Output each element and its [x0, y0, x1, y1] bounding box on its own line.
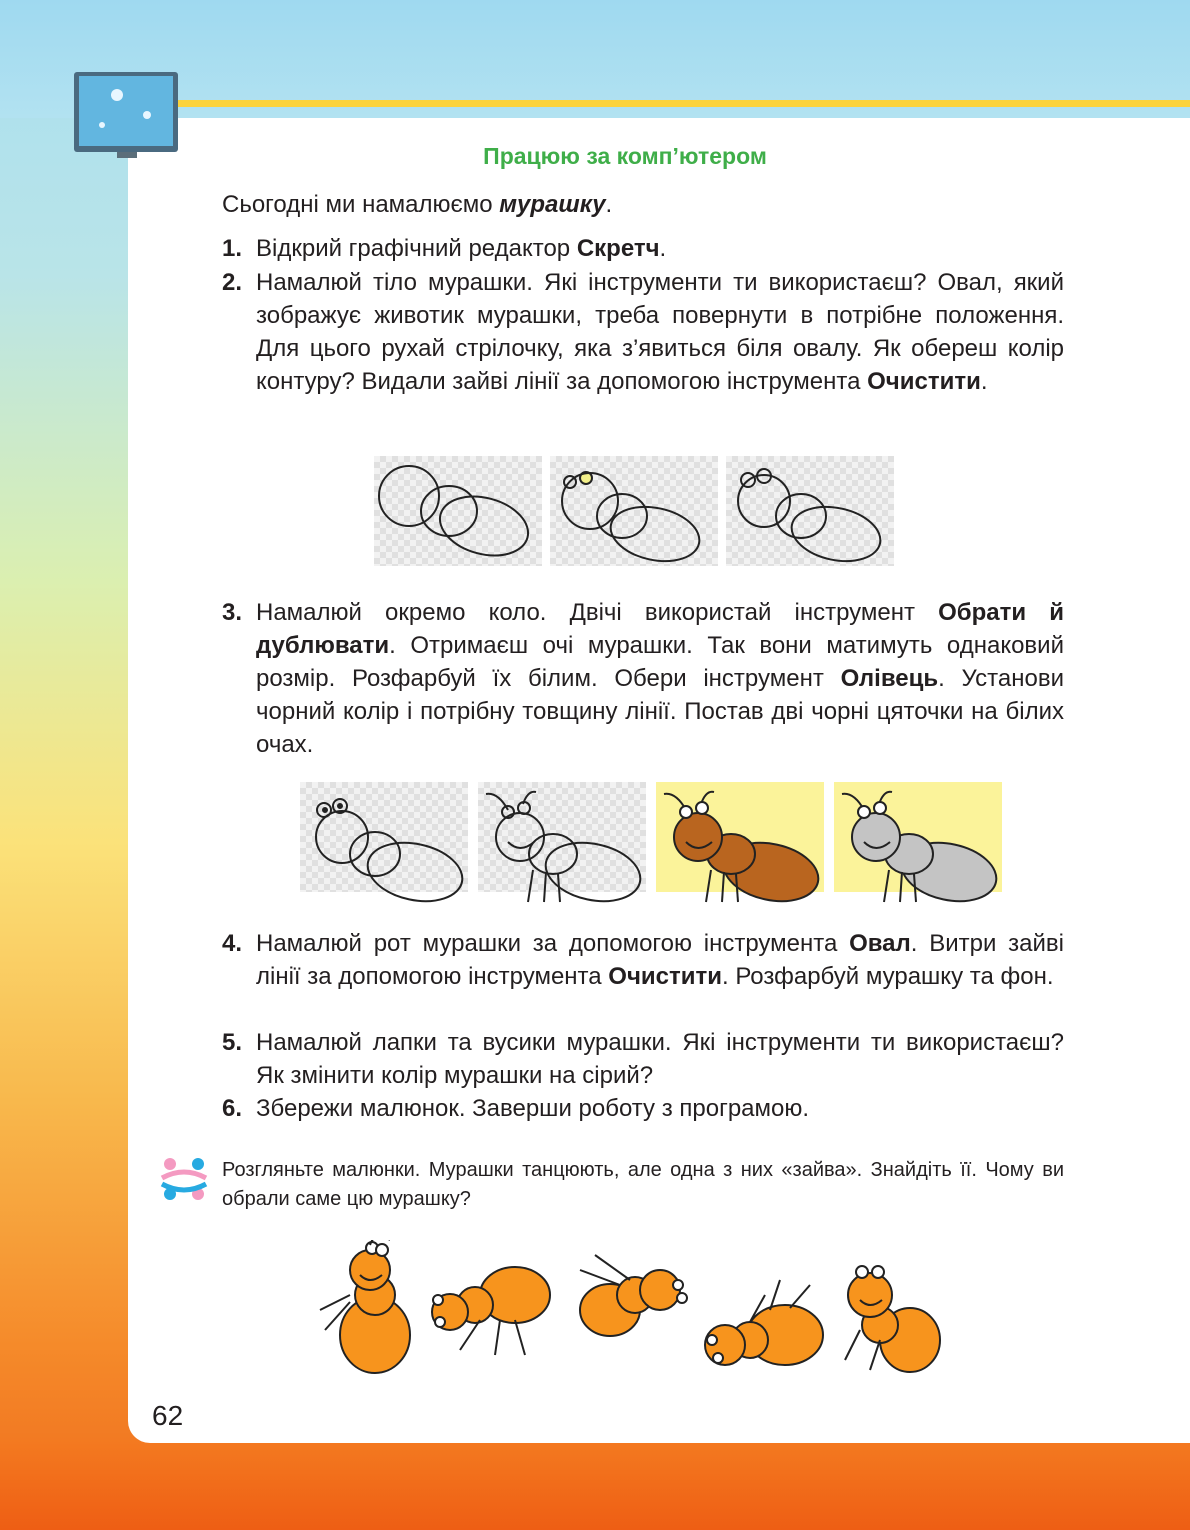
bottom-band [0, 1440, 1190, 1530]
step-1: 1. Відкрий графічний редактор Скретч. [222, 235, 667, 262]
group-question: Розгляньте малюнки. Мурашки танцюють, але одна з них «зайва». Знайдіть її. Чому ви обрали саме цю мурашку? [222, 1159, 1064, 1210]
step-5: 5. Намалюй лапки та вусики мурашки. Які інструменти ти використаєш? Як змінити колір мурашки на сірий? [222, 1029, 1064, 1089]
step-6: 6. Збережи малюнок. Заверши роботу з програмою. [222, 1095, 810, 1122]
ant-brown-colored [656, 782, 824, 892]
ant-legs-sketch [478, 782, 646, 892]
ant-gray-colored [834, 782, 1002, 892]
image-row-1 [374, 456, 894, 566]
group-work-icon [156, 1152, 212, 1208]
step-3: 3. Намалюй окремо коло. Двічі використай інструмент Обрати й дублювати. Отримаєш очі мурашки. Так вони матимуть однаковий розмір. Розфарбуй їх білим. Обери інструмент Олівець. Установи чорний колір і потрібну товщину лінії. Постав дві чорні цяточки на білих очах. [222, 599, 1064, 758]
section-title: Працюю за комп’ютером [483, 143, 767, 169]
ant-3 [580, 1255, 687, 1336]
image-row-2 [300, 782, 1002, 892]
page-number: 62 [152, 1400, 184, 1431]
ant-5 [845, 1266, 940, 1372]
ant-body-sketch-3 [726, 456, 894, 566]
step-4: 4. Намалюй рот мурашки за допомогою інструмента Овал. Витри зайві лінії за допомогою інструмента Очистити. Розфарбуй мурашку та фон. [222, 930, 1064, 990]
step-2: 2. Намалюй тіло мурашки. Які інструменти ти використаєш? Овал, який зображує животик мурашки, треба повернути в потрібне положення. Для цього рухай стрілочку, яка з’явиться біля овалу. Як обереш колір контуру? Видали зайві лінії за допомогою інструмента Очистити. [222, 269, 1064, 395]
intro-text: Сьогодні ми намалюємо мурашку. [222, 191, 613, 218]
dancing-ants [310, 1240, 950, 1380]
ant-1 [320, 1240, 410, 1373]
ant-body-sketch-1 [374, 456, 542, 566]
ant-eyes-sketch [300, 782, 468, 892]
ant-2 [432, 1267, 550, 1355]
ant-body-sketch-2 [550, 456, 718, 566]
ant-4 [705, 1280, 823, 1365]
header-rule [140, 100, 1190, 107]
